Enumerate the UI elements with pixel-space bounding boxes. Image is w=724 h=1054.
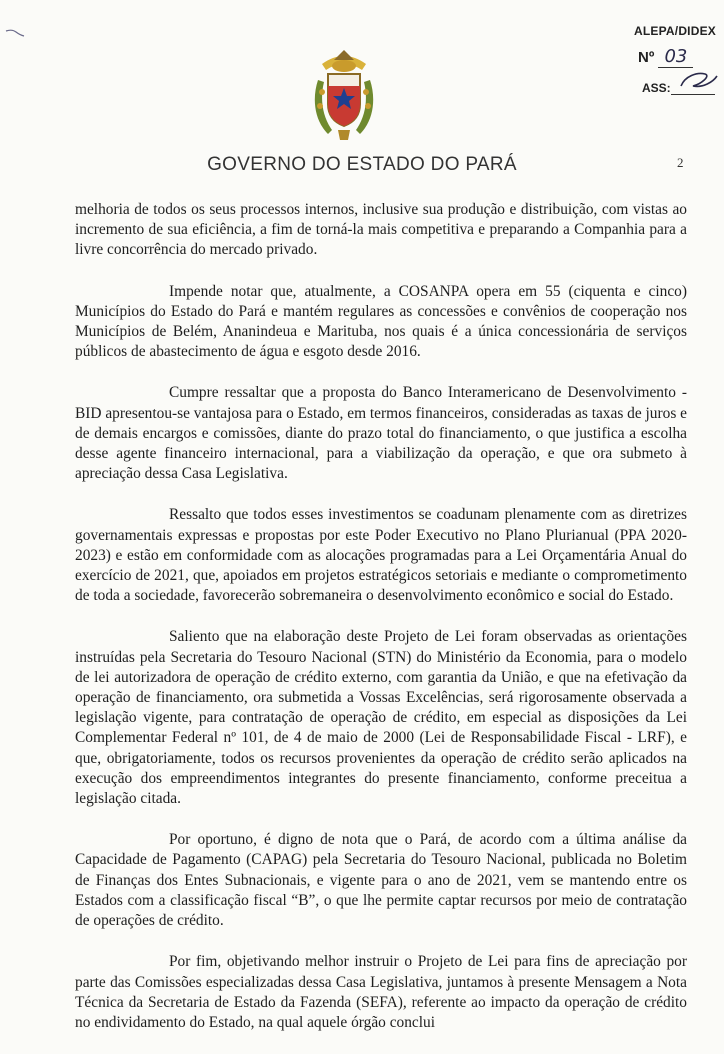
pen-mark-icon — [4, 26, 28, 42]
document-body — [75, 200, 687, 1054]
paragraph-capag: Por oportuno, é digno de nota que o Pará, de acordo com a última análise da Capacidade de Pagamento (CAPAG) pela Secretaria do Tesouro Nacional, publicada no Boletim de Finanças dos Entes Subnacionais, e vigente para o ano de 2021, vem se mantendo entre os Estados com a classificação fiscal “B”, o que lhe permite captar recursos por meio de contratação de operações de crédito. — [75, 831, 687, 930]
stamp-number-row — [638, 46, 693, 67]
stamp-signature-label: ASS: — [642, 81, 671, 95]
coat-of-arms-icon — [308, 46, 380, 144]
page-number: 2 — [677, 155, 684, 170]
paragraph-conclusion: Por fim, objetivando melhor instruir o Projeto de Lei para fins de apreciação por parte das Comissões especializadas dessa Casa Legislativa, juntamos à presente Mensagem a Nota Técnica da Secretaria de Estado da Fazenda (SEFA), referente ao impacto da operação de crédito no endividamento do Estado, na qual aquele órgão conclui — [75, 953, 687, 1031]
stamp-signature-row — [642, 80, 715, 95]
government-title: GOVERNO DO ESTADO DO PARÁ — [207, 154, 517, 175]
paragraph-continuation: melhoria de todos os seus processos internos, inclusive sua produção e distribuição, com vistas ao incremento de sua eficiência, a fim de torná-la mais competitiva e preparando a Companhia para a livre concorrência do mercado privado. — [75, 201, 687, 259]
signature-line — [671, 80, 715, 95]
paragraph-cosanpa: Impende notar que, atualmente, a COSANPA opera em 55 (ciquenta e cinco) Municípios do Estado do Pará e mantém regulares as concessões e convênios de cooperação nos Municípios de Belém, Ananindeua e Marituba, nos quais é a única concessionária de serviços públicos de abastecimento de água e esgoto desde 2016. — [75, 282, 687, 361]
stamp-number-value: 03 — [658, 46, 693, 68]
stamp-org: ALEPA/DIDEX — [634, 24, 716, 38]
paragraph-bid-proposal: Cumpre ressaltar que a proposta do Banco Interamericano de Desenvolvimento - BID apresentou-se vantajosa para o Estado, em termos financeiros, consideradas as taxas de juros e de demais encargos e comissões, diante do prazo total do financiamento, o que justifica a escolha desse agente financeiro internacional, para a viabilização da operação, e que ora submeto à apreciação dessa Casa Legislativa. — [75, 384, 687, 483]
paragraph-investments: Ressalto que todos esses investimentos se coadunam plenamente com as diretrizes governamentais expressas e propostas por este Poder Executivo no Plano Plurianual (PPA 2020-2023) e estão em conformidade com as alocações programadas para a Lei Orçamentária Anual do exercício de 2021, que, apoiados em projetos estratégicos setoriais e mediante o comprometimento de toda a sociedade, favorecerão sobremaneira o desenvolvimento econômico e social do Estado. — [75, 506, 687, 605]
paragraph-stn-guidelines: Saliento que na elaboração deste Projeto de Lei foram observadas as orientações instruídas pela Secretaria do Tesouro Nacional (STN) do Ministério da Economia, para o modelo de lei autorizadora de operação de crédito externo, com garantia da União, e que na efetivação da operação de financiamento, ora submetida a Vossas Excelências, será rigorosamente observada a legislação vigente, para contratação de operação de crédito, em especial as disposições da Lei Complementar Federal nº 101, de 4 de maio de 2000 (Lei de Responsabilidade Fiscal - LRF), e que, obrigatoriamente, todos os recursos provenientes da operação de crédito serão aplicados na execução dos empreendimentos integrantes do presente financiamento, conforme preceitua a legislação citada. — [75, 628, 687, 808]
signature-scribble-icon — [675, 68, 719, 94]
stamp-number-label: Nº — [638, 49, 655, 66]
